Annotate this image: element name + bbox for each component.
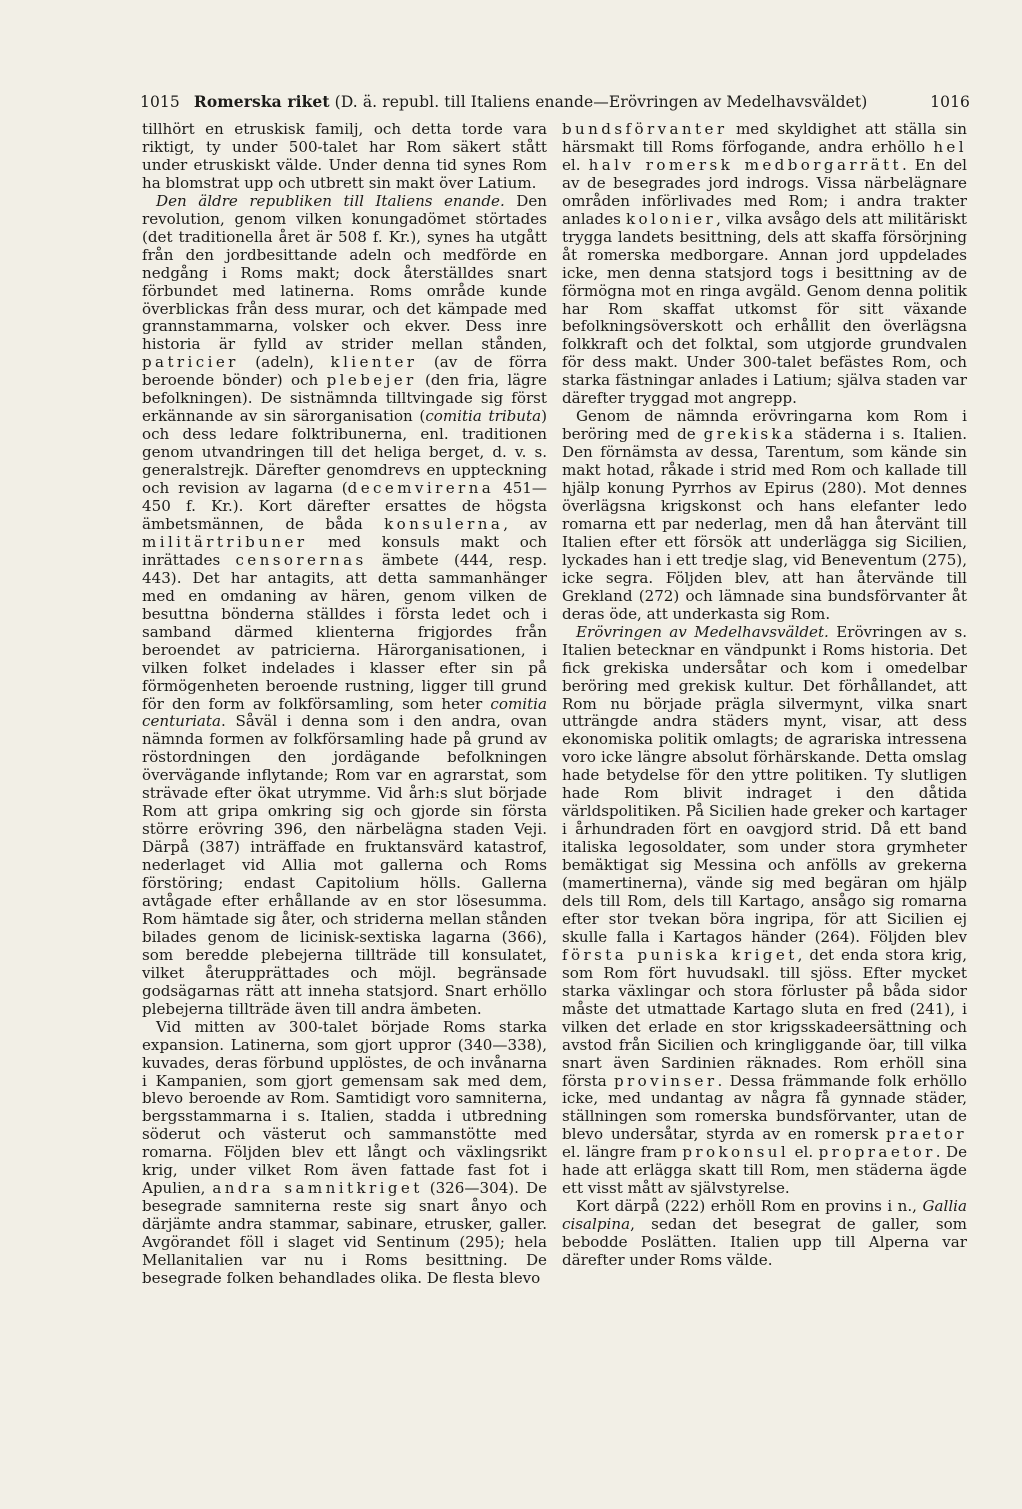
right-column [562,121,967,1270]
spaced-term: decemvirerna [347,479,495,498]
spaced-term: plebejer [326,371,417,390]
spaced-term: praetor [886,1125,967,1144]
spaced-term: klienter [330,353,418,372]
page-number-left: 1015 [140,93,180,111]
spaced-term: halv romersk medborgarrätt [588,155,902,174]
paragraph: bundsförvanter med skyldighet att ställa sin härsmakt till Roms förfogande, andra erhöllo hel el. halv romersk medborgarrätt. En del av de besegrades jord indrogs. Vissa närbelägnare områden införlivades med Rom; i andra trakter anlades kolonier, vilka avsågo dels att militäriskt trygga landets besittning, dels att skaffa försörjning åt romerska medborgare. Annan jord uppdelades icke, men denna statsjord togs i besittning av de förmögna mot en ringa avgäld. Genom denna politik har Rom skaffat utkomst för sitt växande befolkningsöverskott och erhållit den överlägsna folkkraft och det folktal, som utgjorde grundvalen för dess makt. Under 300-talet befästes Rom, och starka fästningar anlades i Latium; själva staden var därefter tryggad mot angrepp. [562,120,967,408]
paragraph: Kort därpå (222) erhöll Rom en provins i n., Gallia cisalpina, sedan det besegrat de galler, som bebodde Poslätten. Italien upp till Alperna var därefter under Roms välde. [562,1197,967,1270]
running-title [194,92,930,111]
spaced-term: konsulerna [384,514,504,533]
section-heading: Erövringen av Medelhavsväldet. [576,622,829,641]
italic-term: comitia centuriata [142,694,547,731]
paragraph: Den äldre republiken till Italiens enande. Den revolution, genom vilken konungadömet störtades (det traditionella året är 508 f. Kr.), synes ha utgått från den jordbesittande adeln och medförde en nedgång i Roms makt; dock återställdes snart förbundet med latinerna. Roms område kunde överblickas från dess murar, och det kämpade med grannstammarna, volsker och ekver. Dess inre historia är fylld av strider mellan stånden, patricier (adeln), klienter (av de förra beroende bönder) och plebejer (den fria, lägre befolkningen). De sistnämnda tilltvingade sig först erkännande av sin särorganisation (comitia tributa) och dess ledare folktribunerna, enl. traditionen genom utvandringen till det heliga berget, d. v. s. generalstrejk. Därefter genomdrevs en uppteckning och revision av lagarna (decemvirerna 451—450 f. Kr.). Kort därefter ersattes de högsta ämbetsmännen, de båda konsulerna, av militärtribuner med konsuls makt och inrättades censorernas ämbete (444, resp. 443). Det har antagits, att detta sammanhänger med en omdaning av hären, genom vilken de besuttna bönderna ställdes i första ledet och i samband därmed klienterna frigjordes från beroendet av patricierna. Härorganisationen, i vilken folket indelades i klasser efter sin på förmögenheten beroende rustning, ligger till grund för den form av folkförsamling, som heter comitia centuriata. Såväl i denna som i den andra, ovan nämnda formen av folkförsamling hade på grund av röstordningen den jordägande befolkningen övervägande inflytande; Rom var en agrarstat, som strävade efter ökat utrymme. Vid årh:s slut började Rom att gripa omkring sig och gjorde sin första större erövring 396, den närbelägna staden Veji. Därpå (387) inträffade en fruktansvärd katastrof, nederlaget vid Allia mot gallerna och Roms förstöring; endast Capitolium hölls. Gallerna avtågade efter erhållande av en stor lösesumma. Rom hämtade sig åter, och striderna mellan stånden bilades genom de licinisk-sextiska lagarna (366), som beredde plebejerna tillträde till konsulatet, vilket återupprättades och möjl. begränsade godsägarnas rätt att inneha statsjord. Snart erhöllo plebejerna tillträde även till andra ämbeten. [142,191,548,1018]
spaced-term: kolonier [626,209,717,228]
page-number-right: 1016 [930,93,970,111]
spaced-term: patricier [142,353,239,372]
running-header [140,92,970,111]
paragraph: Vid mitten av 300-talet började Roms starka expansion. Latinerna, som gjort uppror (340—338), kuvades, deras förbund upplöstes, de och invånarna i Kampanien, som gjort gemensam sak med dem, blevo beroende av Rom. Samtidigt voro samniterna, bergsstammarna i s. Italien, stadda i utbredning söderut och västerut och sammanstötte med romarna. Följden blev ett långt och växlingsrikt krig, under vilket Rom även fattade fast fot i Apulien, andra samnitkriget (326—304). De besegrade samniterna reste sig snart ånyo och därjämte andra stammar, sabinare, etrusker, galler. Avgörandet föll i slaget vid Sentinum (295); hela Mellanitalien var nu i Roms besittning. De besegrade folken behandlades olika. De flesta blevo [142,1017,548,1287]
spaced-term: bundsförvanter [562,120,728,138]
paragraph: tillhört en etruskisk familj, och detta torde vara riktigt, ty under 500-talet har Rom säkert stått under etruskiskt välde. Under denna tid synes Rom ha blomstrat upp och utbrett sin makt över Latium. [142,120,547,192]
section-heading: Den äldre republiken till Italiens enande. [156,191,505,210]
spaced-term: censorernas [235,550,367,569]
spaced-term: militärtribuner [142,532,308,551]
spaced-term: andra samnitkriget [212,1179,423,1198]
spaced-term: första puniska kriget [562,945,798,964]
running-title-bold: Romerska riket [193,92,330,111]
italic-term: Gallia cisalpina [562,1197,967,1234]
left-column [142,121,547,1288]
spaced-term: provinser [613,1071,718,1090]
spaced-term: prokonsul [682,1143,790,1162]
paragraph: Erövringen av Medelhavsväldet. Erövringen av s. Italien betecknar en vändpunkt i Roms historia. Det fick grekiska undersåtar och kom i omedelbar beröring med grekisk kultur. Det förhållandet, att Rom nu började prägla silvermynt, vilka snart utträngde andra städers mynt, visar, att dess ekonomiska politik omlagts; de agrariska intressena voro icke längre absolut förhärskande. Detta omslag hade betydelse för den yttre politiken. Ty slutligen hade Rom blivit indraget i den dåtida världspolitiken. På Sicilien hade greker och kartager i århundraden fört en oavgjord strid. Då ett band italiska legosoldater, som under stora grymheter bemäktigat sig Messina och anfölls av grekerna (mamertinerna), vände sig med begäran om hjälp dels till Rom, dels till Kartago, ansågo sig romarna efter stor tvekan böra ingripa, för att Sicilien ej skulle falla i Kartagos händer (264). Följden blev första puniska kriget, det enda stora krig, som Rom fört huvudsakl. till sjöss. Efter mycket starka växlingar och stora förluster på båda sidor måste det utmattade Kartago sluta en fred (241), i vilken det erlade en stor krigsskadeersättning och avstod från Sicilien och kringliggande öar, till vilka snart även Sardinien räknades. Rom erhöll sina första provinser. Dessa främmande folk erhöllo icke, med undantag av några få gynnade städer, ställningen som romerska bundsförvanter, utan de blevo undersåtar, styrda av en romersk praetor el. längre fram prokonsul el. propraetor. De hade att erlägga skatt till Rom, men städerna ägde ett visst mått av självstyrelse. [562,622,967,1198]
italic-term: comitia tributa [425,407,542,426]
spaced-term: grekiska [703,425,797,444]
paragraph: Genom de nämnda erövringarna kom Rom i beröring med de grekiska städerna i s. Italien. Den förnämsta av dessa, Tarentum, som kände sin makt hotad, råkade i strid med Rom och kallade till hjälp konung Pyrrhos av Epirus (280). Mot dennes överlägsna krigskonst och hans elefanter ledo romarna ett par nederlag, men då han återvänt till Italien efter ett försök att underlägga sig Sicilien, lyckades han i ett tredje slag, vid Beneventum (275), icke segra. Följden blev, att han återvände till Grekland (272) och lämnade sina bundsförvanter åt deras öde, att underkasta sig Rom. [562,407,967,623]
spaced-term: propraetor [818,1143,936,1162]
spaced-term: hel [933,137,967,156]
running-title-rest: (D. ä. republ. till Italiens enande—Erövringen av Medelhavsväldet) [329,93,868,111]
